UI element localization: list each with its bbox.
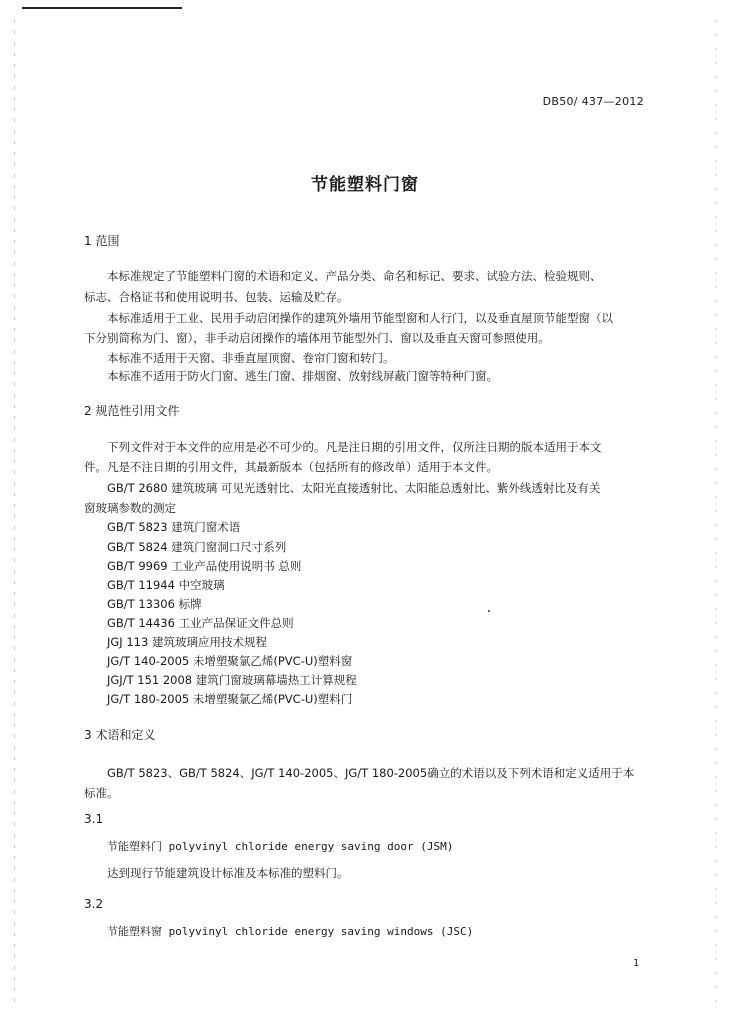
reference-item: GB/T 13306 标牌 (107, 597, 202, 611)
term-definition: 达到现行节能建筑设计标准及本标准的塑料门。 (107, 866, 349, 880)
term-title: 节能塑料窗 polyvinyl chloride energy saving windows (JSC) (107, 925, 474, 938)
reference-item: GB/T 9969 工业产品使用说明书 总则 (107, 559, 302, 573)
paragraph-line: 本标准适用于工业、民用手动启闭操作的建筑外墙用节能型窗和人行门，以及垂直屋顶节能型窗（以 (107, 311, 613, 325)
paragraph-line: 本标准不适用于防火门窗、逃生门窗、排烟窗、放射线屏蔽门窗等特种门窗。 (107, 369, 498, 383)
paragraph-line: 标志、合格证书和使用说明书、包装、运输及贮存。 (84, 290, 349, 304)
paragraph-line: GB/T 2680 建筑玻璃 可见光透射比、太阳光直接透射比、太阳能总透射比、紫外线透射比及有关 (107, 481, 601, 495)
term-title: 节能塑料门 polyvinyl chloride energy saving door (JSM) (107, 840, 454, 853)
paragraph-line: 本标准不适用于天窗、非垂直屋顶窗、卷帘门窗和转门。 (107, 351, 395, 365)
left-scan-edge (14, 20, 15, 1010)
right-scan-edge (716, 20, 717, 1010)
reference-item: JG/T 180-2005 未增塑聚氯乙烯(PVC-U)塑料门 (107, 692, 353, 706)
paragraph-line: 件。凡是不注日期的引用文件，其最新版本（包括所有的修改单）适用于本文件。 (84, 460, 498, 474)
paragraph-line: 下分别简称为门、窗），非手动启闭操作的墙体用节能型外门、窗以及垂直天窗可参照使用。 (84, 331, 550, 345)
scan-speck (488, 610, 490, 612)
term-number: 3.2 (84, 897, 104, 911)
reference-item: GB/T 11944 中空玻璃 (107, 578, 225, 592)
reference-item: JGJ/T 151 2008 建筑门窗玻璃幕墙热工计算规程 (107, 673, 357, 687)
page-number: 1 (633, 958, 640, 969)
paragraph-line: 标准。 (84, 786, 119, 800)
section-2-heading: 2 规范性引用文件 (84, 404, 180, 418)
page-title: 节能塑料门窗 (311, 175, 419, 195)
top-rule (22, 7, 182, 9)
section-3-heading: 3 术语和定义 (84, 728, 156, 742)
document-code: DB50/ 437—2012 (542, 95, 644, 108)
reference-item: GB/T 14436 工业产品保证文件总则 (107, 616, 294, 630)
term-number: 3.1 (84, 812, 104, 826)
paragraph-line: 窗玻璃参数的测定 (84, 501, 176, 515)
reference-item: GB/T 5823 建筑门窗术语 (107, 520, 241, 534)
reference-item: JGJ 113 建筑玻璃应用技术规程 (107, 635, 267, 649)
reference-item: JG/T 140-2005 未增塑聚氯乙烯(PVC-U)塑料窗 (107, 654, 353, 668)
paragraph-line: 下列文件对于本文件的应用是必不可少的。凡是注日期的引用文件，仅所注日期的版本适用于本文 (107, 440, 602, 454)
paragraph-line: GB/T 5823、GB/T 5824、JG/T 140-2005、JG/T 180-2005确立的术语以及下列术语和定义适用于本 (107, 766, 635, 780)
reference-item: GB/T 5824 建筑门窗洞口尺寸系列 (107, 540, 287, 554)
paragraph-line: 本标准规定了节能塑料门窗的术语和定义、产品分类、命名和标记、要求、试验方法、检验规则、 (107, 269, 602, 283)
section-1-heading: 1 范围 (84, 234, 120, 248)
